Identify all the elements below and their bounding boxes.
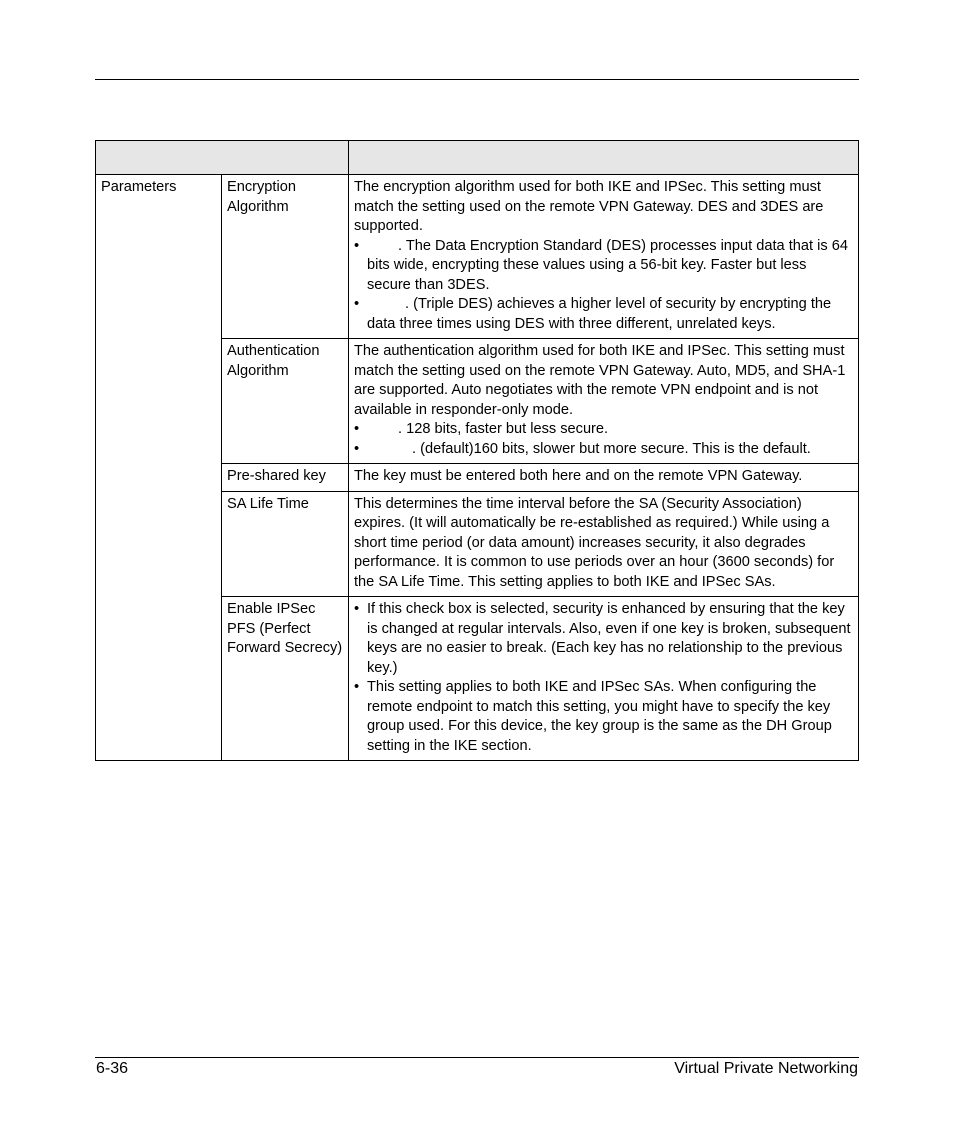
bullet-text: . The Data Encryption Standard (DES) processes input data that is 64 bits wide, encrypting these values using a 56-bit key. Faster but less secure than 3DES. xyxy=(367,237,848,293)
bullet-text: . 128 bits, faster but less secure. xyxy=(398,421,609,437)
vpn-settings-table xyxy=(95,140,859,761)
bullet-text: . (Triple DES) achieves a higher level of security by encrypting the data three times using DES with three different, unrelated keys. xyxy=(367,296,832,332)
setting-description xyxy=(349,597,859,761)
chapter-title: Virtual Private Networking xyxy=(674,1060,858,1077)
description-text: The authentication algorithm used for both IKE and IPSec. This setting must match the setting used on the remote VPN Gateway. Auto, MD5, and SHA-1 are supported. Auto negotiates with the remote VPN endpoint and is not available in responder-only mode. xyxy=(354,343,846,418)
header-cell-setting xyxy=(96,141,349,175)
table-header-row xyxy=(96,141,859,175)
list-item xyxy=(354,600,853,678)
page-number: 6-36 xyxy=(96,1060,129,1077)
table-row xyxy=(96,175,859,339)
footer-rule xyxy=(95,1057,859,1058)
list-item xyxy=(354,678,853,756)
setting-description xyxy=(349,175,859,339)
bullet-text: If this check box is selected, security is enhanced by ensuring that the key is changed at regular intervals. Also, even if one key is broken, subsequent keys are no easier to break. (Each key has no relationship to the previous key.) xyxy=(367,601,851,676)
description-text: The encryption algorithm used for both IKE and IPSec. This setting must match the setting used on the remote VPN Gateway. DES and 3DES are supported. xyxy=(354,179,824,234)
setting-description xyxy=(349,339,859,464)
bullet-icon: • xyxy=(354,679,360,695)
setting-name: SA Life Time xyxy=(222,491,349,597)
header-cell-description xyxy=(349,141,859,175)
bullet-icon: • xyxy=(354,601,360,617)
bullet-text: . (default)160 bits, slower but more secure. This is the default. xyxy=(412,440,811,457)
group-label: Parameters xyxy=(96,175,222,761)
setting-description: This determines the time interval before the SA (Security Association) expires. (It will automatically be re-established as required.) While using a short time period (or data amount) increases security, it also degrades performance. It is common to use periods over an hour (3600 seconds) for the SA Life Time. This setting applies to both IKE and IPSec SAs. xyxy=(349,491,859,597)
bullet-icon: • xyxy=(354,296,360,312)
list-item xyxy=(354,420,853,440)
header-rule xyxy=(95,79,859,80)
setting-name: Enable IPSec PFS (Perfect Forward Secrecy) xyxy=(222,597,349,761)
setting-name: Authentication Algorithm xyxy=(222,339,349,464)
bullet-text: This setting applies to both IKE and IPSec SAs. When configuring the remote endpoint to match this setting, you might have to specify the key group used. For this device, the key group is the same as the DH Group setting in the IKE section. xyxy=(367,679,832,754)
setting-name: Pre-shared key xyxy=(222,464,349,492)
setting-description: The key must be entered both here and on the remote VPN Gateway. xyxy=(349,464,859,492)
list-item xyxy=(354,295,853,334)
bullet-icon: • xyxy=(354,421,360,437)
bullet-icon: • xyxy=(354,237,360,254)
list-item xyxy=(354,237,853,296)
list-item xyxy=(354,440,853,460)
setting-name: Encryption Algorithm xyxy=(222,175,349,339)
bullet-icon: • xyxy=(354,440,360,457)
